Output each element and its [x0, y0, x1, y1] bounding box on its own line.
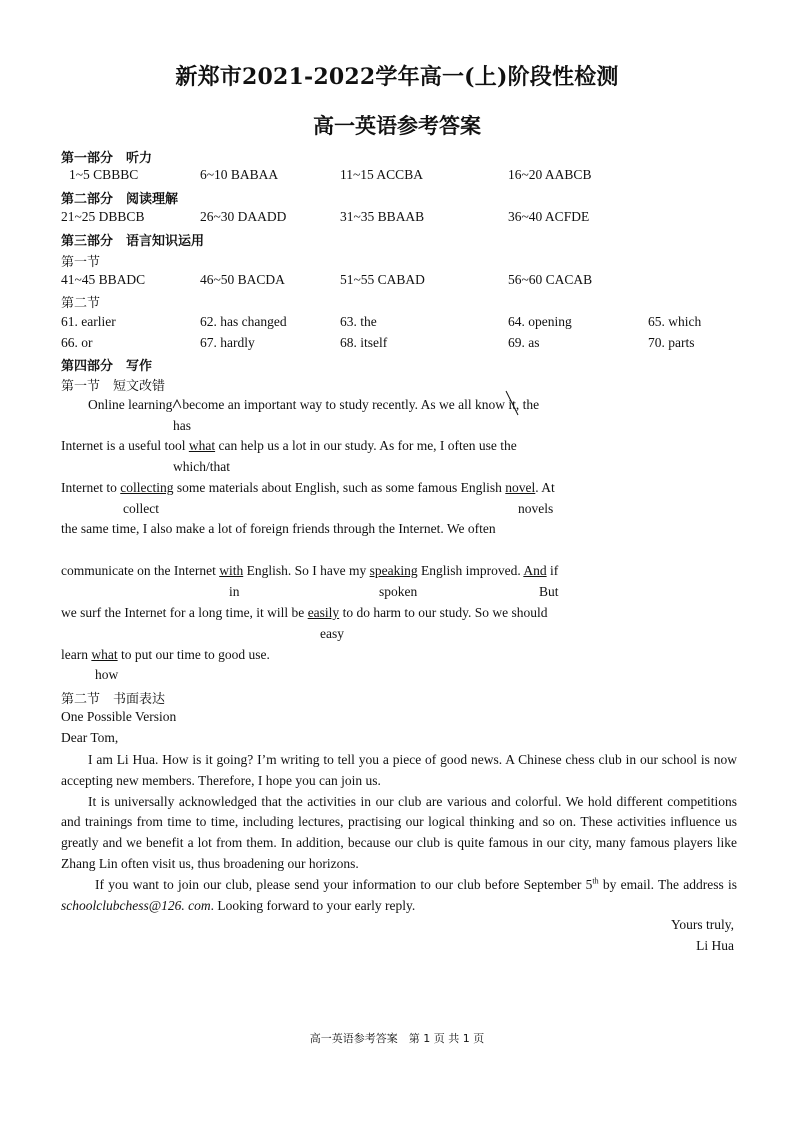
correction-word: has	[173, 418, 191, 433]
answer-group: 21~25 DBBCB	[61, 209, 145, 224]
part3-heading: 第三部分 语言知识运用	[61, 234, 205, 249]
section-label: 第二节 书面表达	[61, 692, 166, 707]
correction-line: Internet to collecting some materials about English, such as some famous English novel. At	[61, 480, 555, 495]
correction-line: the same time, I also make a lot of foreign friends through the Internet. We often	[61, 521, 496, 536]
correction-word: spoken	[379, 584, 418, 599]
fill-answer: 62. has changed	[200, 314, 287, 329]
correction-word: novels	[518, 501, 554, 516]
letter-greeting: Dear Tom,	[61, 730, 119, 745]
correction-word: easy	[320, 626, 344, 641]
fill-answer: 64. opening	[508, 314, 572, 329]
correction-word: in	[229, 584, 240, 599]
answer-group: 6~10 BABAA	[200, 167, 279, 182]
letter-paragraph: If you want to join our club, please send your information to our club before September 5th by email. The address is schoolclubchess@126. com. Looking forward to your early reply.	[61, 876, 737, 913]
fill-answer: 70. parts	[648, 335, 695, 350]
fill-answer: 61. earlier	[61, 314, 116, 329]
fill-answer: 68. itself	[340, 335, 388, 350]
fill-answer: 65. which	[648, 314, 702, 329]
fill-answer: 66. or	[61, 335, 93, 350]
answer-group: 11~15 ACCBA	[340, 167, 423, 182]
answer-group: 36~40 ACFDE	[508, 209, 590, 224]
answer-group: 51~55 CABAD	[340, 272, 425, 287]
letter-body	[61, 750, 737, 916]
answer-group: 46~50 BACDA	[200, 272, 285, 287]
answer-group: 16~20 AABCB	[508, 167, 592, 182]
error-word: collecting	[120, 480, 174, 495]
correction-word: But	[539, 584, 559, 599]
exam-title: 新郑市2021-2022学年高一(上)阶段性检测	[175, 64, 619, 90]
answer-group: 56~60 CACAB	[508, 272, 593, 287]
page-footer: 高一英语参考答案 第 1 页 共 1 页	[309, 1032, 485, 1045]
answer-group: 31~35 BBAAB	[340, 209, 425, 224]
correction-line: learn what to put our time to good use.	[61, 647, 270, 662]
letter-closing: Yours truly,	[670, 917, 734, 932]
letter-signature: Li Hua	[696, 938, 734, 953]
correction-line: communicate on the Internet with English. So I have my speaking English improved. And if	[61, 563, 559, 578]
part2-heading: 第二部分 阅读理解	[61, 192, 179, 207]
correction-line: we surf the Internet for a long time, it will be easily to do harm to our study. So we should	[61, 605, 548, 620]
delete-mark-icon	[504, 390, 520, 416]
answer-key-subtitle: 高一英语参考答案	[313, 113, 481, 138]
correction-line: Internet is a useful tool what can help us a lot in our study. As for me, I often use the	[61, 438, 517, 453]
email-address: schoolclubchess@126. com	[61, 897, 211, 913]
error-word: And	[523, 563, 547, 578]
answer-group: 1~5 CBBBC	[69, 167, 139, 182]
section-label: 第二节	[61, 296, 101, 311]
correction-word: collect	[123, 501, 159, 516]
correction-line: Online learning become an important way to study recently. As we all know it , the	[88, 397, 539, 413]
section-label: 第一节 短文改错	[61, 379, 166, 394]
section-label: 第一节	[61, 255, 101, 270]
error-word: easily	[307, 605, 340, 620]
error-word: with	[219, 563, 244, 578]
letter-paragraph: It is universally acknowledged that the activities in our club are various and colorful. We hold different competitions and trainings from time to time, including lectures, practising our logical thinking and so on. These activities influence us greatly and we benefit a lot from them. In addition, because our club is quite famous in our city, many famous players like Zhang Lin often visit us, thus broadening our horizons.	[61, 793, 737, 871]
insert-caret-icon	[172, 399, 182, 409]
error-word: novel	[505, 480, 536, 495]
fill-answer: 63. the	[340, 314, 377, 329]
letter-paragraph: I am Li Hua. How is it going? I’m writing to tell you a piece of good news. A Chinese chess club in our school is now accepting new members. Therefore, I hope you can join us.	[61, 752, 737, 788]
error-word: speaking	[369, 563, 418, 578]
deleted-word: it	[508, 397, 516, 412]
version-label: One Possible Version	[61, 709, 177, 724]
part1-heading: 第一部分 听力	[61, 151, 153, 166]
error-word: what	[91, 647, 118, 662]
answer-group: 41~45 BBADC	[61, 272, 146, 287]
answer-group: 26~30 DAADD	[200, 209, 287, 224]
error-word: what	[188, 438, 216, 453]
part4-heading: 第四部分 写作	[61, 359, 153, 374]
correction-word: which/that	[173, 459, 230, 474]
fill-answer: 67. hardly	[200, 335, 255, 350]
fill-answer: 69. as	[508, 335, 540, 350]
correction-word: how	[95, 667, 119, 682]
